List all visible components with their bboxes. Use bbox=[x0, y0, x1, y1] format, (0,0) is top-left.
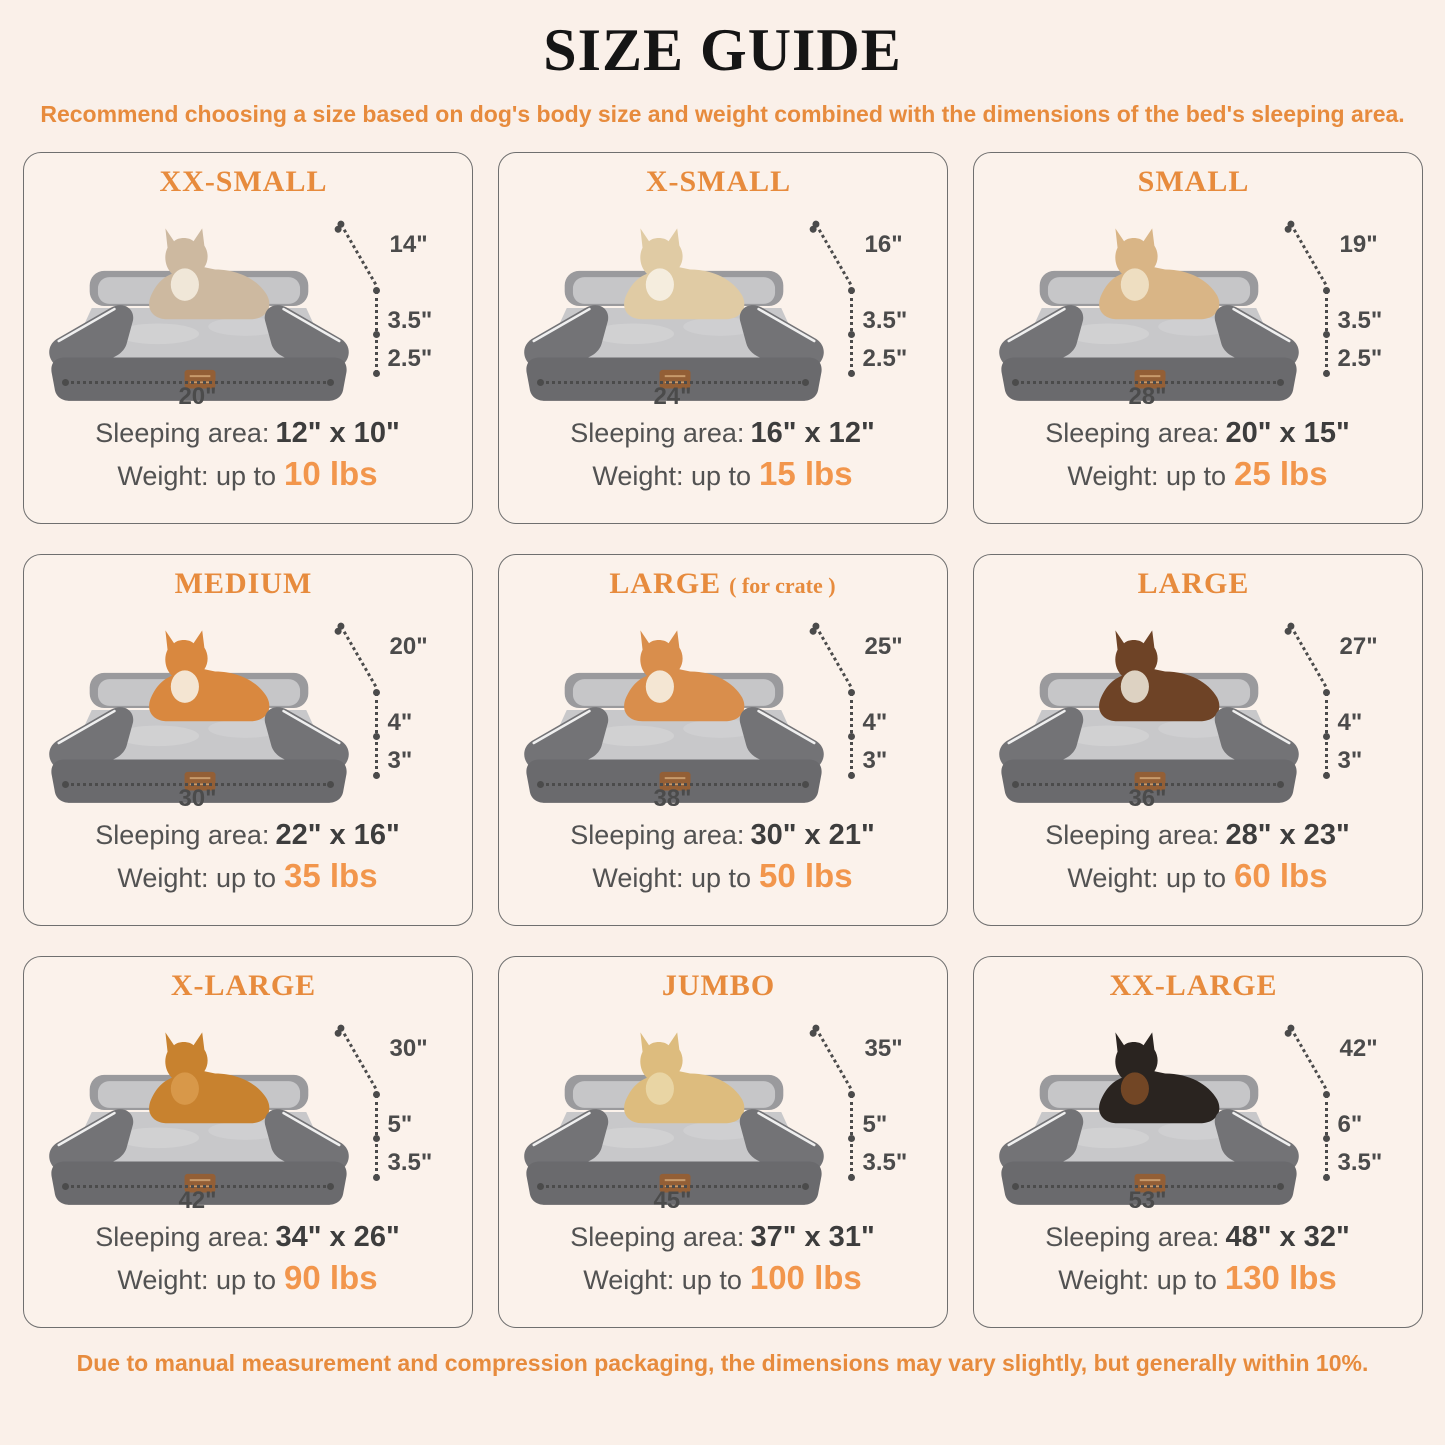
sleeping-area-value: 34" x 26" bbox=[275, 1221, 400, 1253]
base-height-value: 3.5" bbox=[862, 1149, 908, 1176]
width-value: 28" bbox=[1128, 383, 1167, 410]
sleeping-area-line bbox=[24, 817, 472, 853]
size-name: JUMBO bbox=[661, 969, 776, 1002]
bed-photo bbox=[34, 607, 364, 811]
dog-bed-graphic bbox=[984, 1009, 1314, 1213]
bolster-height-value: 4" bbox=[1337, 709, 1363, 736]
sleeping-area-line bbox=[24, 415, 472, 451]
base-height-value: 3" bbox=[862, 747, 888, 774]
sleeping-area-line bbox=[24, 1219, 472, 1255]
dog-bed-graphic bbox=[34, 607, 364, 811]
base-height-value: 3" bbox=[1337, 747, 1363, 774]
weight-value: 10 lbs bbox=[284, 455, 378, 493]
width-value: 38" bbox=[653, 785, 692, 812]
sleeping-area-value: 16" x 12" bbox=[750, 417, 875, 449]
sleeping-area-line bbox=[499, 415, 947, 451]
size-card-jumbo bbox=[498, 956, 948, 1328]
sleeping-area-label: Sleeping area: bbox=[95, 820, 270, 850]
size-note: ( for crate ) bbox=[729, 573, 836, 598]
dog-bed-graphic bbox=[34, 1009, 364, 1213]
bolster-height-value: 5" bbox=[387, 1111, 413, 1138]
bed-photo bbox=[34, 1009, 364, 1213]
weight-value: 35 lbs bbox=[284, 857, 378, 895]
sleeping-area-value: 22" x 16" bbox=[275, 819, 400, 851]
height-dimension-line bbox=[375, 291, 378, 373]
bed-illustration bbox=[499, 203, 947, 409]
depth-value: 14" bbox=[389, 231, 428, 258]
dog-bed-graphic bbox=[34, 205, 364, 409]
size-name: X-LARGE bbox=[170, 969, 317, 1002]
size-card-xx-small bbox=[23, 152, 473, 524]
size-name: LARGE bbox=[609, 567, 722, 600]
size-card-xx-large bbox=[973, 956, 1423, 1328]
size-cards-grid bbox=[0, 152, 1445, 1328]
size-name: XX-LARGE bbox=[1109, 969, 1278, 1002]
weight-label: Weight: up to bbox=[1067, 461, 1227, 492]
size-card-large bbox=[973, 554, 1423, 926]
bed-illustration bbox=[24, 605, 472, 811]
dog-bed-graphic bbox=[984, 205, 1314, 409]
weight-label: Weight: up to bbox=[592, 461, 752, 492]
size-label bbox=[974, 567, 1422, 603]
sleeping-area-line bbox=[974, 1219, 1422, 1255]
bed-illustration bbox=[974, 203, 1422, 409]
size-card-x-large bbox=[23, 956, 473, 1328]
weight-line bbox=[974, 453, 1422, 494]
size-card-small bbox=[973, 152, 1423, 524]
sleeping-area-value: 28" x 23" bbox=[1225, 819, 1350, 851]
base-height-value: 3.5" bbox=[1337, 1149, 1383, 1176]
weight-line bbox=[24, 1257, 472, 1298]
bolster-height-value: 5" bbox=[862, 1111, 888, 1138]
base-height-value: 2.5" bbox=[387, 345, 433, 372]
bed-illustration bbox=[974, 1007, 1422, 1213]
bed-illustration bbox=[499, 1007, 947, 1213]
weight-line bbox=[24, 855, 472, 896]
depth-value: 42" bbox=[1339, 1035, 1378, 1062]
size-label bbox=[24, 567, 472, 603]
width-value: 42" bbox=[178, 1187, 217, 1214]
sleeping-area-line bbox=[499, 817, 947, 853]
bed-photo bbox=[509, 205, 839, 409]
height-dimension-line bbox=[1325, 693, 1328, 775]
size-name: MEDIUM bbox=[174, 567, 313, 600]
size-name: SMALL bbox=[1137, 165, 1250, 198]
base-height-value: 2.5" bbox=[862, 345, 908, 372]
bed-photo bbox=[509, 607, 839, 811]
bolster-height-value: 3.5" bbox=[862, 307, 908, 334]
sleeping-area-value: 12" x 10" bbox=[275, 417, 400, 449]
height-dimension-line bbox=[850, 291, 853, 373]
weight-value: 25 lbs bbox=[1234, 455, 1328, 493]
width-value: 53" bbox=[1128, 1187, 1167, 1214]
depth-value: 20" bbox=[389, 633, 428, 660]
width-value: 20" bbox=[178, 383, 217, 410]
size-name: XX-SMALL bbox=[159, 165, 328, 198]
sleeping-area-line bbox=[974, 817, 1422, 853]
size-label bbox=[974, 165, 1422, 201]
size-name: LARGE bbox=[1137, 567, 1250, 600]
size-card-x-small bbox=[498, 152, 948, 524]
weight-label: Weight: up to bbox=[117, 863, 277, 894]
weight-value: 15 lbs bbox=[759, 455, 853, 493]
weight-label: Weight: up to bbox=[117, 1265, 277, 1296]
weight-value: 60 lbs bbox=[1234, 857, 1328, 895]
width-value: 45" bbox=[653, 1187, 692, 1214]
base-height-value: 2.5" bbox=[1337, 345, 1383, 372]
weight-line bbox=[499, 453, 947, 494]
height-dimension-line bbox=[1325, 291, 1328, 373]
weight-line bbox=[499, 1257, 947, 1298]
sleeping-area-value: 37" x 31" bbox=[750, 1221, 875, 1253]
bed-photo bbox=[34, 205, 364, 409]
weight-label: Weight: up to bbox=[117, 461, 277, 492]
bed-illustration bbox=[974, 605, 1422, 811]
size-label bbox=[499, 969, 947, 1005]
sleeping-area-label: Sleeping area: bbox=[1045, 820, 1220, 850]
width-value: 36" bbox=[1128, 785, 1167, 812]
weight-label: Weight: up to bbox=[1067, 863, 1227, 894]
weight-line bbox=[974, 855, 1422, 896]
bolster-height-value: 3.5" bbox=[1337, 307, 1383, 334]
page-title: SIZE GUIDE bbox=[543, 17, 902, 83]
dog-bed-graphic bbox=[509, 607, 839, 811]
weight-line bbox=[499, 855, 947, 896]
depth-value: 35" bbox=[864, 1035, 903, 1062]
sleeping-area-value: 48" x 32" bbox=[1225, 1221, 1350, 1253]
size-label bbox=[24, 165, 472, 201]
size-name: X-SMALL bbox=[645, 165, 792, 198]
height-dimension-line bbox=[375, 693, 378, 775]
depth-value: 27" bbox=[1339, 633, 1378, 660]
sleeping-area-label: Sleeping area: bbox=[95, 1222, 270, 1252]
height-dimension-line bbox=[375, 1095, 378, 1177]
bed-photo bbox=[984, 1009, 1314, 1213]
size-label bbox=[499, 567, 947, 603]
bolster-height-value: 4" bbox=[387, 709, 413, 736]
subtitle: Recommend choosing a size based on dog's body size and weight combined with the dimensions of the bed's sleeping area. bbox=[40, 101, 1405, 127]
bolster-height-value: 4" bbox=[862, 709, 888, 736]
size-card-large-crate bbox=[498, 554, 948, 926]
bed-photo bbox=[984, 607, 1314, 811]
depth-value: 25" bbox=[864, 633, 903, 660]
dog-bed-graphic bbox=[984, 607, 1314, 811]
depth-value: 30" bbox=[389, 1035, 428, 1062]
width-value: 30" bbox=[178, 785, 217, 812]
depth-value: 19" bbox=[1339, 231, 1378, 258]
bed-illustration bbox=[24, 203, 472, 409]
sleeping-area-value: 20" x 15" bbox=[1225, 417, 1350, 449]
weight-line bbox=[24, 453, 472, 494]
weight-value: 90 lbs bbox=[284, 1259, 378, 1297]
size-label bbox=[499, 165, 947, 201]
size-card-medium bbox=[23, 554, 473, 926]
weight-label: Weight: up to bbox=[583, 1265, 742, 1296]
height-dimension-line bbox=[850, 693, 853, 775]
bolster-height-value: 3.5" bbox=[387, 307, 433, 334]
weight-value: 100 lbs bbox=[749, 1259, 862, 1297]
weight-label: Weight: up to bbox=[1058, 1265, 1217, 1296]
sleeping-area-label: Sleeping area: bbox=[1045, 1222, 1220, 1252]
dog-bed-graphic bbox=[509, 1009, 839, 1213]
sleeping-area-label: Sleeping area: bbox=[570, 418, 745, 448]
bed-photo bbox=[984, 205, 1314, 409]
bed-illustration bbox=[499, 605, 947, 811]
bed-illustration bbox=[24, 1007, 472, 1213]
weight-label: Weight: up to bbox=[592, 863, 752, 894]
weight-line bbox=[974, 1257, 1422, 1298]
sleeping-area-label: Sleeping area: bbox=[1045, 418, 1220, 448]
sleeping-area-label: Sleeping area: bbox=[570, 1222, 745, 1252]
size-label bbox=[974, 969, 1422, 1005]
bed-photo bbox=[509, 1009, 839, 1213]
sleeping-area-label: Sleeping area: bbox=[95, 418, 270, 448]
weight-value: 130 lbs bbox=[1224, 1259, 1337, 1297]
height-dimension-line bbox=[1325, 1095, 1328, 1177]
depth-value: 16" bbox=[864, 231, 903, 258]
footer-note: Due to manual measurement and compression packaging, the dimensions may vary slightly, but generally within 10%. bbox=[76, 1350, 1369, 1376]
weight-value: 50 lbs bbox=[759, 857, 853, 895]
width-value: 24" bbox=[653, 383, 692, 410]
size-label bbox=[24, 969, 472, 1005]
sleeping-area-label: Sleeping area: bbox=[570, 820, 745, 850]
sleeping-area-line bbox=[499, 1219, 947, 1255]
base-height-value: 3" bbox=[387, 747, 413, 774]
sleeping-area-value: 30" x 21" bbox=[750, 819, 875, 851]
sleeping-area-line bbox=[974, 415, 1422, 451]
base-height-value: 3.5" bbox=[387, 1149, 433, 1176]
dog-bed-graphic bbox=[509, 205, 839, 409]
bolster-height-value: 6" bbox=[1337, 1111, 1363, 1138]
height-dimension-line bbox=[850, 1095, 853, 1177]
